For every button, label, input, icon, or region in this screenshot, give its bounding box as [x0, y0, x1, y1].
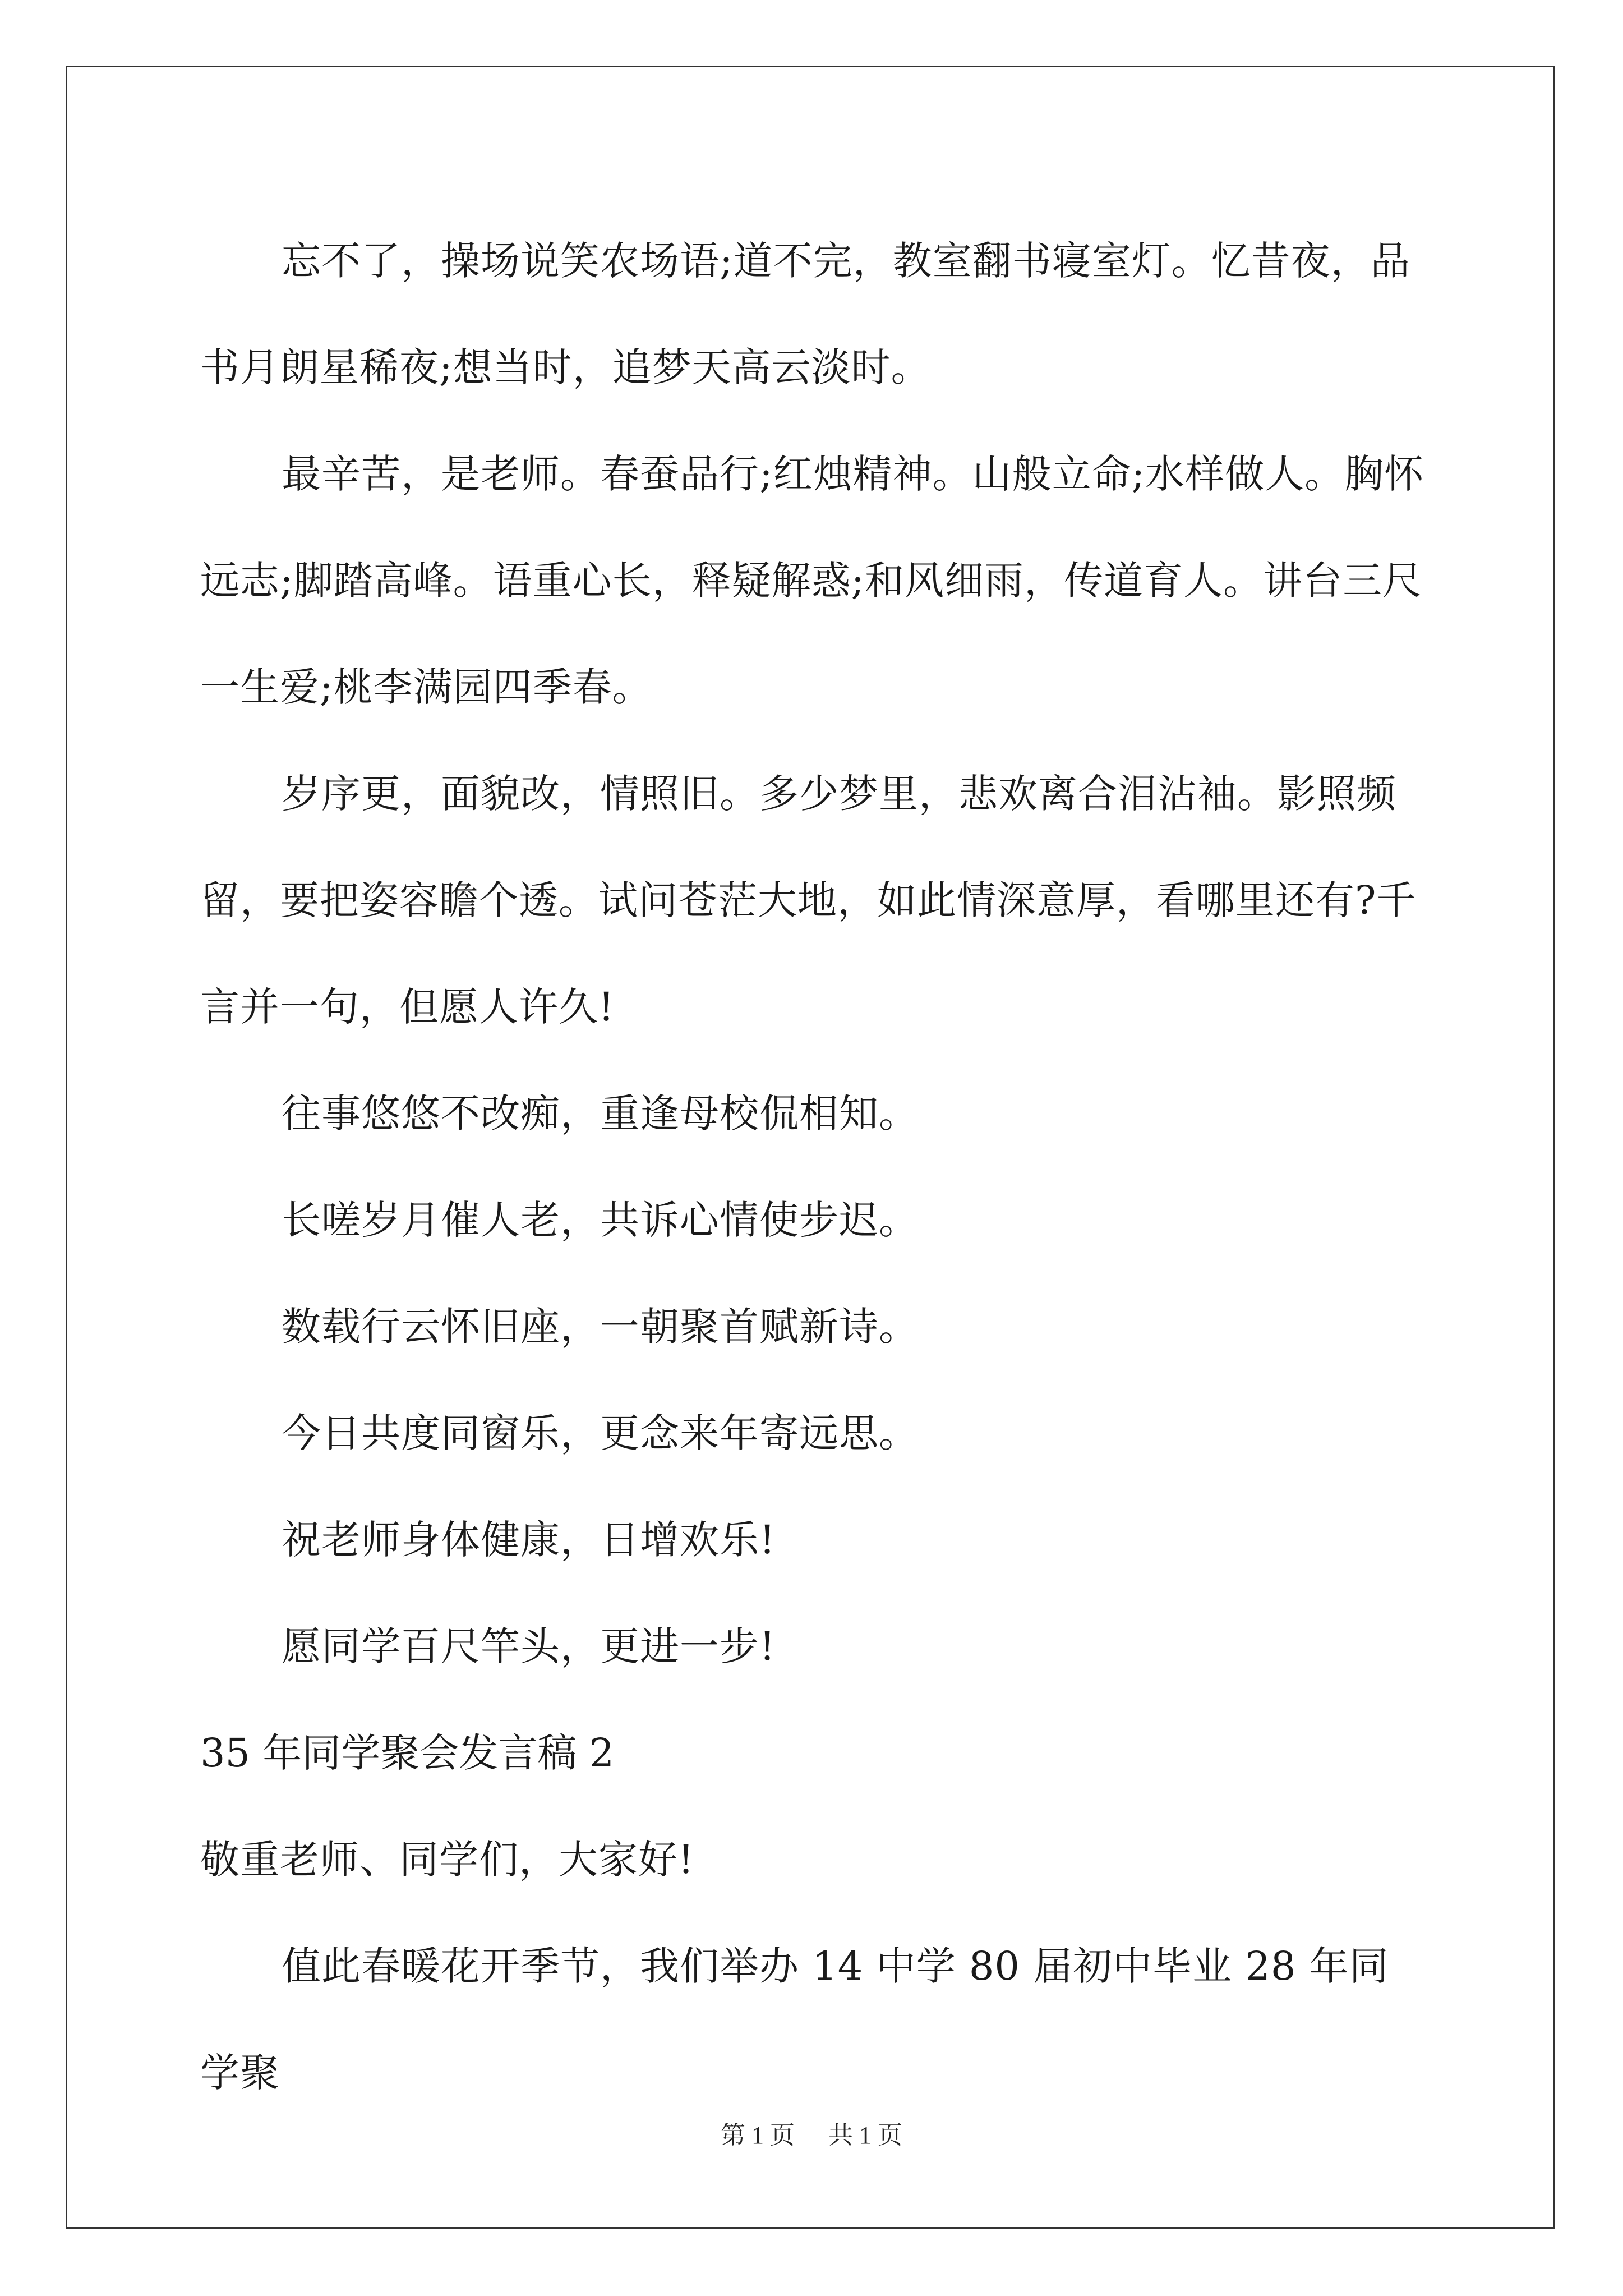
page-number: 第 1 页	[721, 2122, 795, 2149]
last-paragraph: 值此春暖花开季节，我们举办 14 中学 80 届初中毕业 28 年同学聚	[200, 1943, 1389, 2096]
section-title: 35 年同学聚会发言稿 2	[200, 1730, 615, 1776]
poem-line-2: 长嗟岁月催人老，共诉心情使步迟。	[282, 1197, 919, 1243]
poem-line-4: 今日共度同窗乐，更念来年寄远思。	[282, 1410, 919, 1456]
document-body	[200, 208, 1428, 2126]
total-pages: 共 1 页	[828, 2122, 902, 2149]
page-footer	[0, 2115, 1623, 2151]
wish-teachers: 祝老师身体健康，日增欢乐!	[282, 1517, 776, 1563]
paragraph-1: 忘不了，操场说笑农场语;道不完，教室翻书寝室灯。忆昔夜，品书月朗星稀夜;想当时，追梦天高云淡时。	[200, 238, 1410, 390]
paragraph-2: 最辛苦，是老师。春蚕品行;红烛精神。山般立命;水样做人。胸怀远志;脚踏高峰。语重心长，释疑解惑;和风细雨，传道育人。讲台三尺一生爱;桃李满园四季春。	[200, 451, 1424, 710]
wish-classmates: 愿同学百尺竿头，更进一步!	[282, 1623, 776, 1669]
paragraph-3: 岁序更，面貌改，情照旧。多少梦里，悲欢离合泪沾袖。影照频留，要把姿容瞻个透。试问苍茫大地，如此情深意厚，看哪里还有?千言并一句，但愿人许久!	[200, 771, 1417, 1030]
greeting: 敬重老师、同学们，大家好!	[200, 1837, 695, 1883]
poem-line-1: 往事悠悠不改痴，重逢母校侃相知。	[282, 1091, 919, 1137]
poem-line-3: 数载行云怀旧座，一朝聚首赋新诗。	[282, 1304, 919, 1350]
